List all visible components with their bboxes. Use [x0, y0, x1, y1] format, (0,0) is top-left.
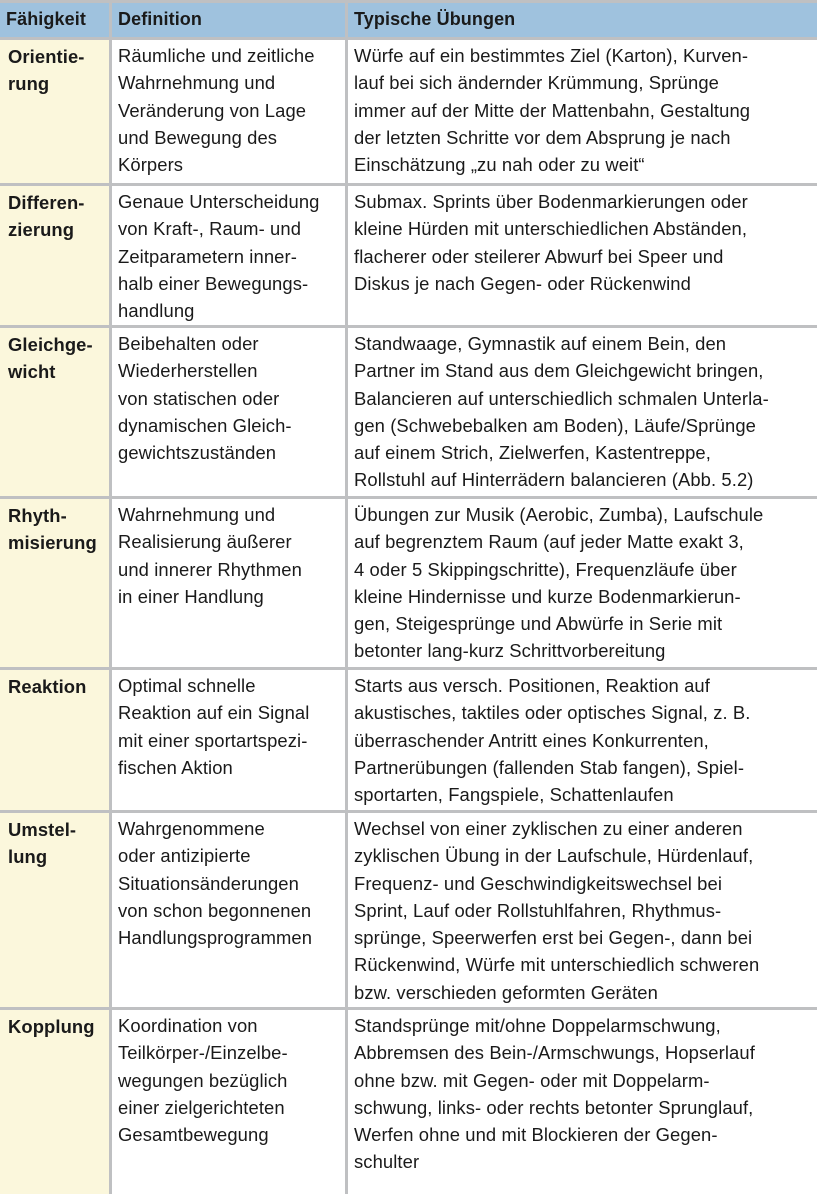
exercises-line: Standsprünge mit/ohne Doppelarmschwung,	[354, 1015, 721, 1036]
definition-line: Reaktion auf ein Signal	[118, 702, 310, 724]
exercises-line: schulter	[354, 1151, 420, 1173]
exercises-cell	[348, 499, 817, 667]
exercises-line: kleine Hindernisse und kurze Bodenmarkierun-	[354, 585, 741, 607]
definition-line: Gesamtbewegung	[118, 1124, 269, 1146]
exercises-line: gen, Steigesprünge und Abwürfe in Serie mit	[354, 613, 723, 635]
exercises-line: immer auf der Mitte der Mattenbahn, Gestaltung	[354, 99, 751, 121]
definition-line: oder antizipierte	[118, 845, 251, 867]
definition-line: Wahrnehmung und	[118, 72, 276, 94]
exercises-line: akustisches, taktiles oder optisches Signal, z. B.	[354, 702, 751, 724]
definition-line: Realisierung äußerer	[118, 531, 292, 553]
definition-line: Handlungsprogrammen	[118, 927, 313, 949]
definition-line: Situationsänderungen	[118, 872, 299, 894]
definition-line: Beibehalten oder	[118, 333, 259, 354]
exercises-line: ohne bzw. mit Gegen- oder mit Doppelarm-	[354, 1069, 710, 1091]
exercises-line: Diskus je nach Gegen- oder Rückenwind	[354, 272, 691, 294]
definition-line: in einer Handlung	[118, 585, 264, 607]
exercises-line: lauf bei sich ändernder Krümmung, Sprünge	[354, 72, 719, 94]
skill-line: Differen-	[8, 192, 85, 213]
exercises-line: Frequenz- und Geschwindigkeitswechsel bei	[354, 872, 723, 894]
skill-cell	[0, 40, 109, 183]
skill-line: Umstel-	[8, 819, 77, 840]
exercises-cell	[348, 1010, 817, 1194]
skill-line: Rhyth-	[8, 505, 67, 526]
definition-line: Körpers	[118, 154, 184, 176]
exercises-line: Einschätzung „zu nah oder zu weit“	[354, 154, 645, 176]
exercises-line: Submax. Sprints über Bodenmarkierungen oder	[354, 191, 748, 212]
exercises-line: Starts aus versch. Positionen, Reaktion auf	[354, 675, 710, 696]
definition-cell	[112, 670, 345, 810]
skill-cell	[0, 328, 109, 496]
exercises-line: Würfe auf ein bestimmtes Ziel (Karton), Kurven-	[354, 45, 749, 66]
skill-line: lung	[8, 846, 48, 868]
definition-line: fischen Aktion	[118, 756, 233, 778]
header-skill: Fähigkeit	[0, 3, 109, 37]
definition-line: Veränderung von Lage	[118, 99, 307, 121]
definition-line: Wahrnehmung und	[118, 504, 276, 525]
definition-line: dynamischen Gleich-	[118, 414, 292, 436]
definition-cell	[112, 186, 345, 325]
exercises-line: Rollstuhl auf Hinterrädern balancieren (Abb. 5.2)	[354, 469, 754, 491]
header-exercises: Typische Übungen	[348, 3, 817, 37]
definition-line: und innerer Rhythmen	[118, 558, 302, 580]
skill-line: Reaktion	[8, 676, 87, 697]
definition-line: Optimal schnelle	[118, 675, 256, 696]
definition-line: und Bewegung des	[118, 126, 278, 148]
definition-line: Teilkörper-/Einzelbe-	[118, 1042, 288, 1064]
exercises-line: Balancieren auf unterschiedlich schmalen Unterla-	[354, 387, 769, 409]
exercises-line: auf einem Strich, Zielwerfen, Kastentreppe,	[354, 442, 711, 464]
definition-cell	[112, 499, 345, 667]
definition-line: von statischen oder	[118, 387, 280, 409]
definition-line: Zeitparametern inner-	[118, 245, 297, 267]
exercises-line: auf begrenztem Raum (auf jeder Matte exakt 3,	[354, 531, 744, 553]
exercises-cell	[348, 670, 817, 810]
skill-line: rung	[8, 73, 50, 95]
skill-cell	[0, 499, 109, 667]
exercises-line: Sprint, Lauf oder Rollstuhlfahren, Rhythmus-	[354, 899, 722, 921]
definition-cell	[112, 1010, 345, 1194]
exercises-line: Partnerübungen (fallenden Stab fangen), Spiel-	[354, 756, 745, 778]
definition-line: einer zielgerichteten	[118, 1096, 285, 1118]
skill-line: zierung	[8, 219, 75, 241]
exercises-line: sportarten, Fangspiele, Schattenlaufen	[354, 784, 674, 806]
definition-cell	[112, 40, 345, 183]
exercises-line: bzw. verschieden geformten Geräten	[354, 981, 658, 1003]
skill-cell	[0, 1010, 109, 1194]
exercises-line: betonter lang-kurz Schrittvorbereitung	[354, 640, 666, 662]
definition-line: Koordination von	[118, 1015, 258, 1036]
exercises-line: 4 oder 5 Skippingschritte), Frequenzläufe über	[354, 558, 737, 580]
skill-line: Kopplung	[8, 1016, 95, 1037]
definition-line: Wiederherstellen	[118, 360, 258, 382]
definition-line: von Kraft-, Raum- und	[118, 218, 302, 240]
exercises-line: gen (Schwebebalken am Boden), Läufe/Sprünge	[354, 414, 757, 436]
exercises-line: der letzten Schritte vor dem Absprung je nach	[354, 126, 731, 148]
exercises-line: Wechsel von einer zyklischen zu einer anderen	[354, 818, 743, 839]
skill-line: misierung	[8, 532, 97, 554]
exercises-line: Werfen ohne und mit Blockieren der Gegen-	[354, 1124, 718, 1146]
definition-line: handlung	[118, 300, 195, 322]
definition-line: mit einer sportartspezi-	[118, 729, 308, 751]
exercises-cell	[348, 328, 817, 496]
definition-line: halb einer Bewegungs-	[118, 272, 309, 294]
exercises-line: Abbremsen des Bein-/Armschwungs, Hopserlauf	[354, 1042, 755, 1064]
exercises-cell	[348, 40, 817, 183]
definition-cell	[112, 328, 345, 496]
definition-line: Genaue Unterscheidung	[118, 191, 320, 212]
exercises-line: Rückenwind, Würfe mit unterschiedlich schweren	[354, 954, 760, 976]
definition-line: von schon begonnenen	[118, 899, 312, 921]
skill-line: Orientie-	[8, 46, 85, 67]
exercises-line: Standwaage, Gymnastik auf einem Bein, den	[354, 333, 727, 354]
exercises-line: Übungen zur Musik (Aerobic, Zumba), Laufschule	[354, 504, 764, 525]
exercises-line: zyklischen Übung in der Laufschule, Hürdenlauf,	[354, 845, 754, 867]
exercises-cell	[348, 186, 817, 325]
definition-line: wegungen bezüglich	[118, 1069, 288, 1091]
exercises-line: überraschender Antritt eines Konkurrenten,	[354, 729, 709, 751]
definition-line: Räumliche und zeitliche	[118, 45, 315, 66]
exercises-line: sprünge, Speerwerfen erst bei Gegen-, dann bei	[354, 927, 753, 949]
exercises-line: Partner im Stand aus dem Gleichgewicht bringen,	[354, 360, 764, 382]
skill-cell	[0, 670, 109, 810]
header-definition: Definition	[112, 3, 345, 37]
exercises-cell	[348, 813, 817, 1007]
definition-line: Wahrgenommene	[118, 818, 265, 839]
skill-cell	[0, 186, 109, 325]
skill-cell	[0, 813, 109, 1007]
exercises-line: flacherer oder steilerer Abwurf bei Speer und	[354, 245, 724, 267]
definition-cell	[112, 813, 345, 1007]
definition-line: gewichtszuständen	[118, 442, 277, 464]
skill-line: wicht	[8, 361, 56, 383]
exercises-line: schwung, links- oder rechts betonter Sprunglauf,	[354, 1096, 754, 1118]
exercises-line: kleine Hürden mit unterschiedlichen Abständen,	[354, 218, 748, 240]
skill-line: Gleichge-	[8, 334, 93, 355]
